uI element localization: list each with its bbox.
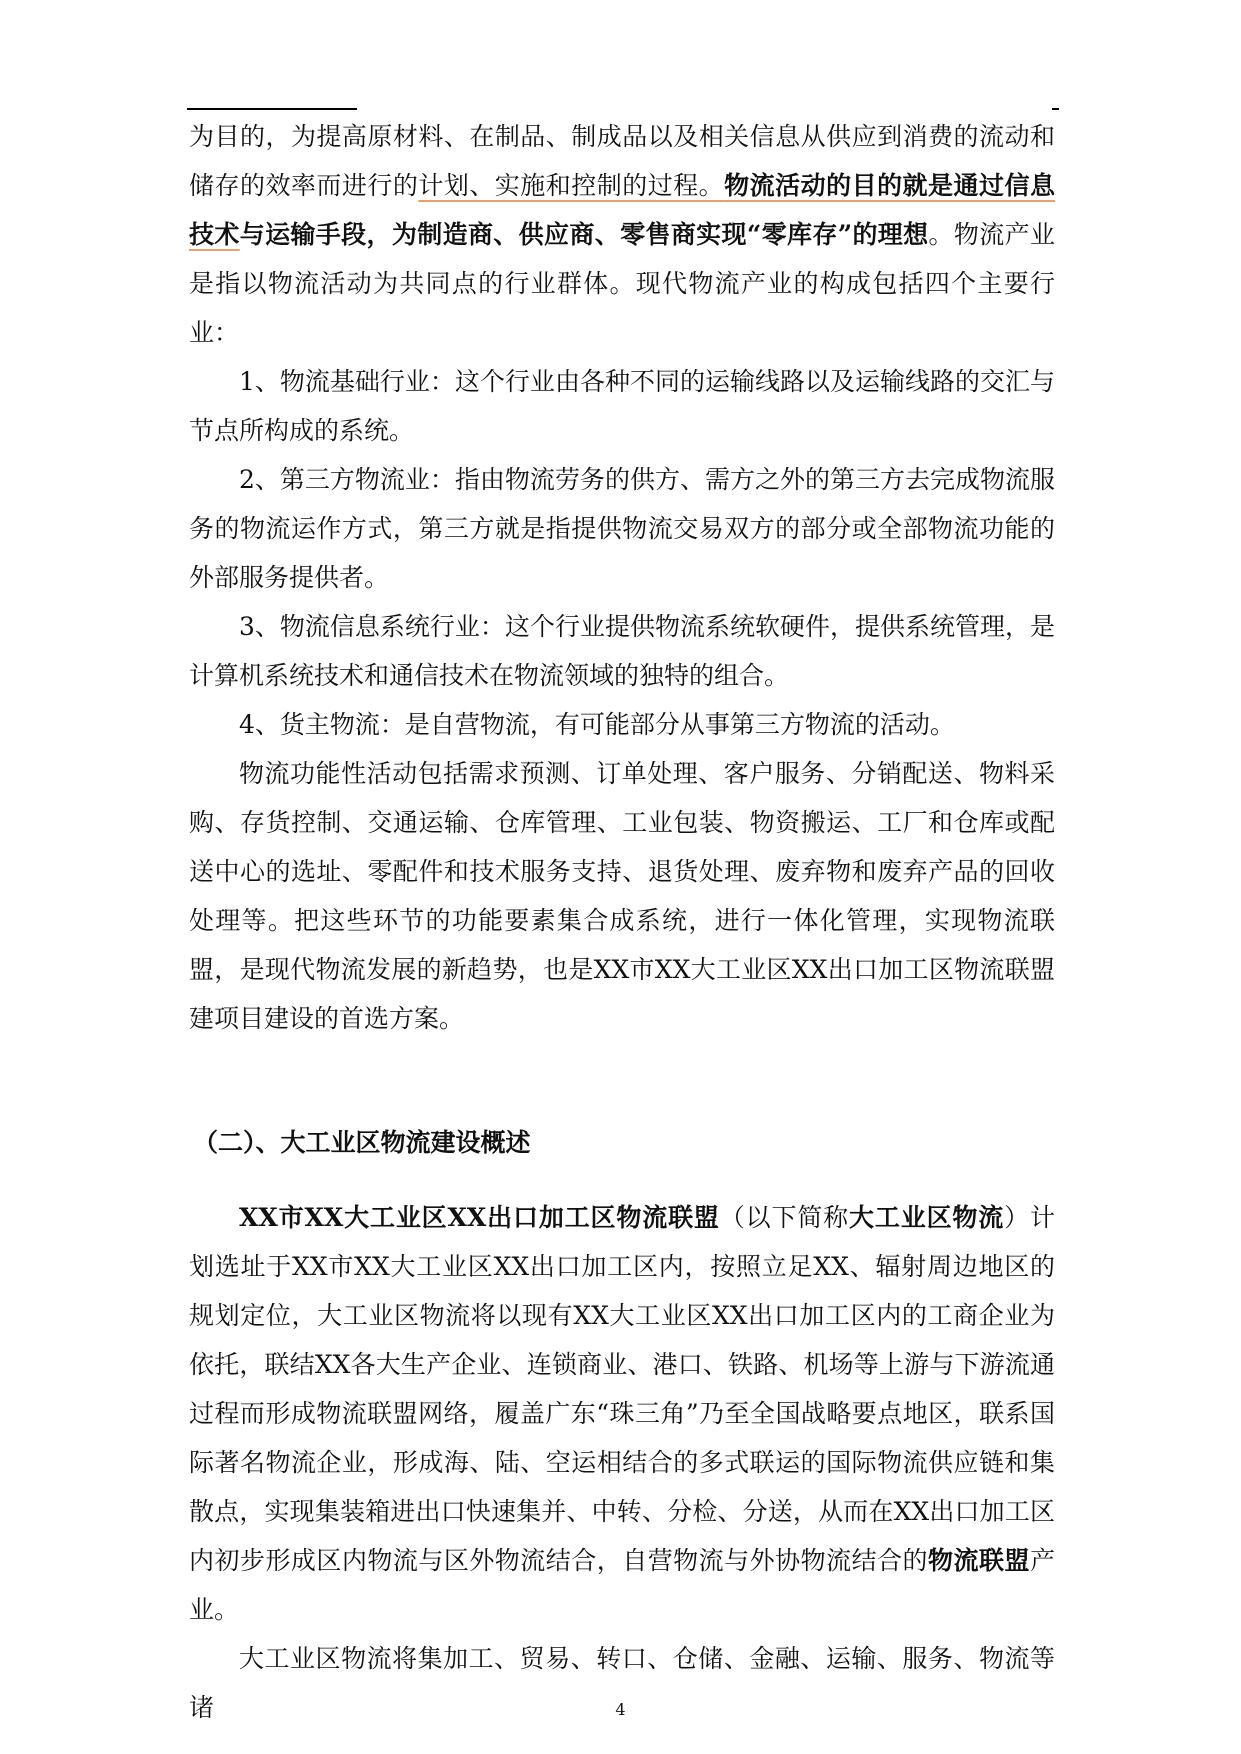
bold-text: 与运输手段，为制造商、供应商、零售商实现“零库存”的理想 bbox=[239, 220, 929, 249]
paragraph-item-3: 3、物流信息系统行业：这个行业提供物流系统软硬件，提供系统管理，是计算机系统技术和通信技术在物流领域的独特的组合。 bbox=[189, 612, 1055, 690]
text-run: ）计划选址于XX市XX大工业区XX出口加工区内，按照立足XX、辐射周边地区的规划定位，大工业区物流将以现有XX大工业区XX出口加工区内的工商企业为依托，联结XX各大生产企业、连锁商业、港口、铁路、机场等上游与下游流通过程而形成物流联盟网络，履盖广东“珠三角”乃至全国战略要点地区，联系国际著名物流企业，形成海、陆、空运相结合的多式联运的国际物流供应链和集散点，实现集装箱进出口快速集并、中转、分检、分送，从而在XX出口加工区内初步形成区内物流与区外物流结合，自营物流与外协物流结合的 bbox=[189, 1203, 1055, 1575]
body-text-upper bbox=[189, 112, 1055, 1043]
text-run: 。物流产业是指以物流活动为共同点的行业群体。现代物流产业的构成包括四个主要行业： bbox=[189, 220, 1055, 347]
bold-text: XX市XX大工业区XX出口加工区物流联盟 bbox=[239, 1203, 720, 1232]
highlighted-text: 计划、实施和控制的过程。 bbox=[418, 171, 725, 200]
paragraph-item-2: 2、第三方物流业：指由物流劳务的供方、需方之外的第三方去完成物流服务的物流运作方式，第三方就是指提供物流交易双方的部分或全部物流功能的外部服务提供者。 bbox=[189, 465, 1055, 592]
bold-highlighted-text: 物流活动的目的就是通过信息技术 bbox=[189, 171, 1055, 249]
page-number: 4 bbox=[615, 1700, 626, 1719]
bold-text: 大工业区物流 bbox=[849, 1203, 1005, 1232]
header-rule-mark bbox=[1052, 108, 1059, 110]
paragraph-continues: 大工业区物流将集加工、贸易、转口、仓储、金融、运输、服务、物流等诸 bbox=[189, 1644, 1055, 1722]
paragraph-item-1: 1、物流基础行业：这个行业由各种不同的运输线路以及运输线路的交汇与节点所构成的系统。 bbox=[189, 367, 1055, 445]
section-title: （二）、大工业区物流建设概述 bbox=[193, 1128, 531, 1157]
text-run: 产业。 bbox=[189, 1546, 1055, 1624]
paragraph-functions: 物流功能性活动包括需求预测、订单处理、客户服务、分销配送、物料采购、存货控制、交通运输、仓库管理、工业包装、物资搬运、工厂和仓库或配送中心的选址、零配件和技术服务支持、退货处理、废弃物和废弃产品的回收处理等。把这些环节的功能要素集合成系统，进行一体化管理，实现物流联盟，是现代物流发展的新趋势，也是XX市XX大工业区XX出口加工区物流联盟建项目建设的首选方案。 bbox=[189, 759, 1055, 1033]
paragraph-continued bbox=[189, 112, 1055, 357]
body-text-lower bbox=[189, 1193, 1055, 1732]
header-rule bbox=[187, 108, 357, 110]
paragraph-item-4: 4、货主物流：是自营物流，有可能部分从事第三方物流的活动。 bbox=[239, 710, 955, 739]
text-run: 为目的，为提高原材料、在制品、制成品以及相关信息从供应到消费的流动和储存的效率而进行的 bbox=[189, 122, 1055, 200]
text-run: （以下简称 bbox=[719, 1203, 850, 1232]
bold-text: 物流联盟 bbox=[928, 1546, 1030, 1575]
paragraph-overview bbox=[189, 1193, 1055, 1634]
